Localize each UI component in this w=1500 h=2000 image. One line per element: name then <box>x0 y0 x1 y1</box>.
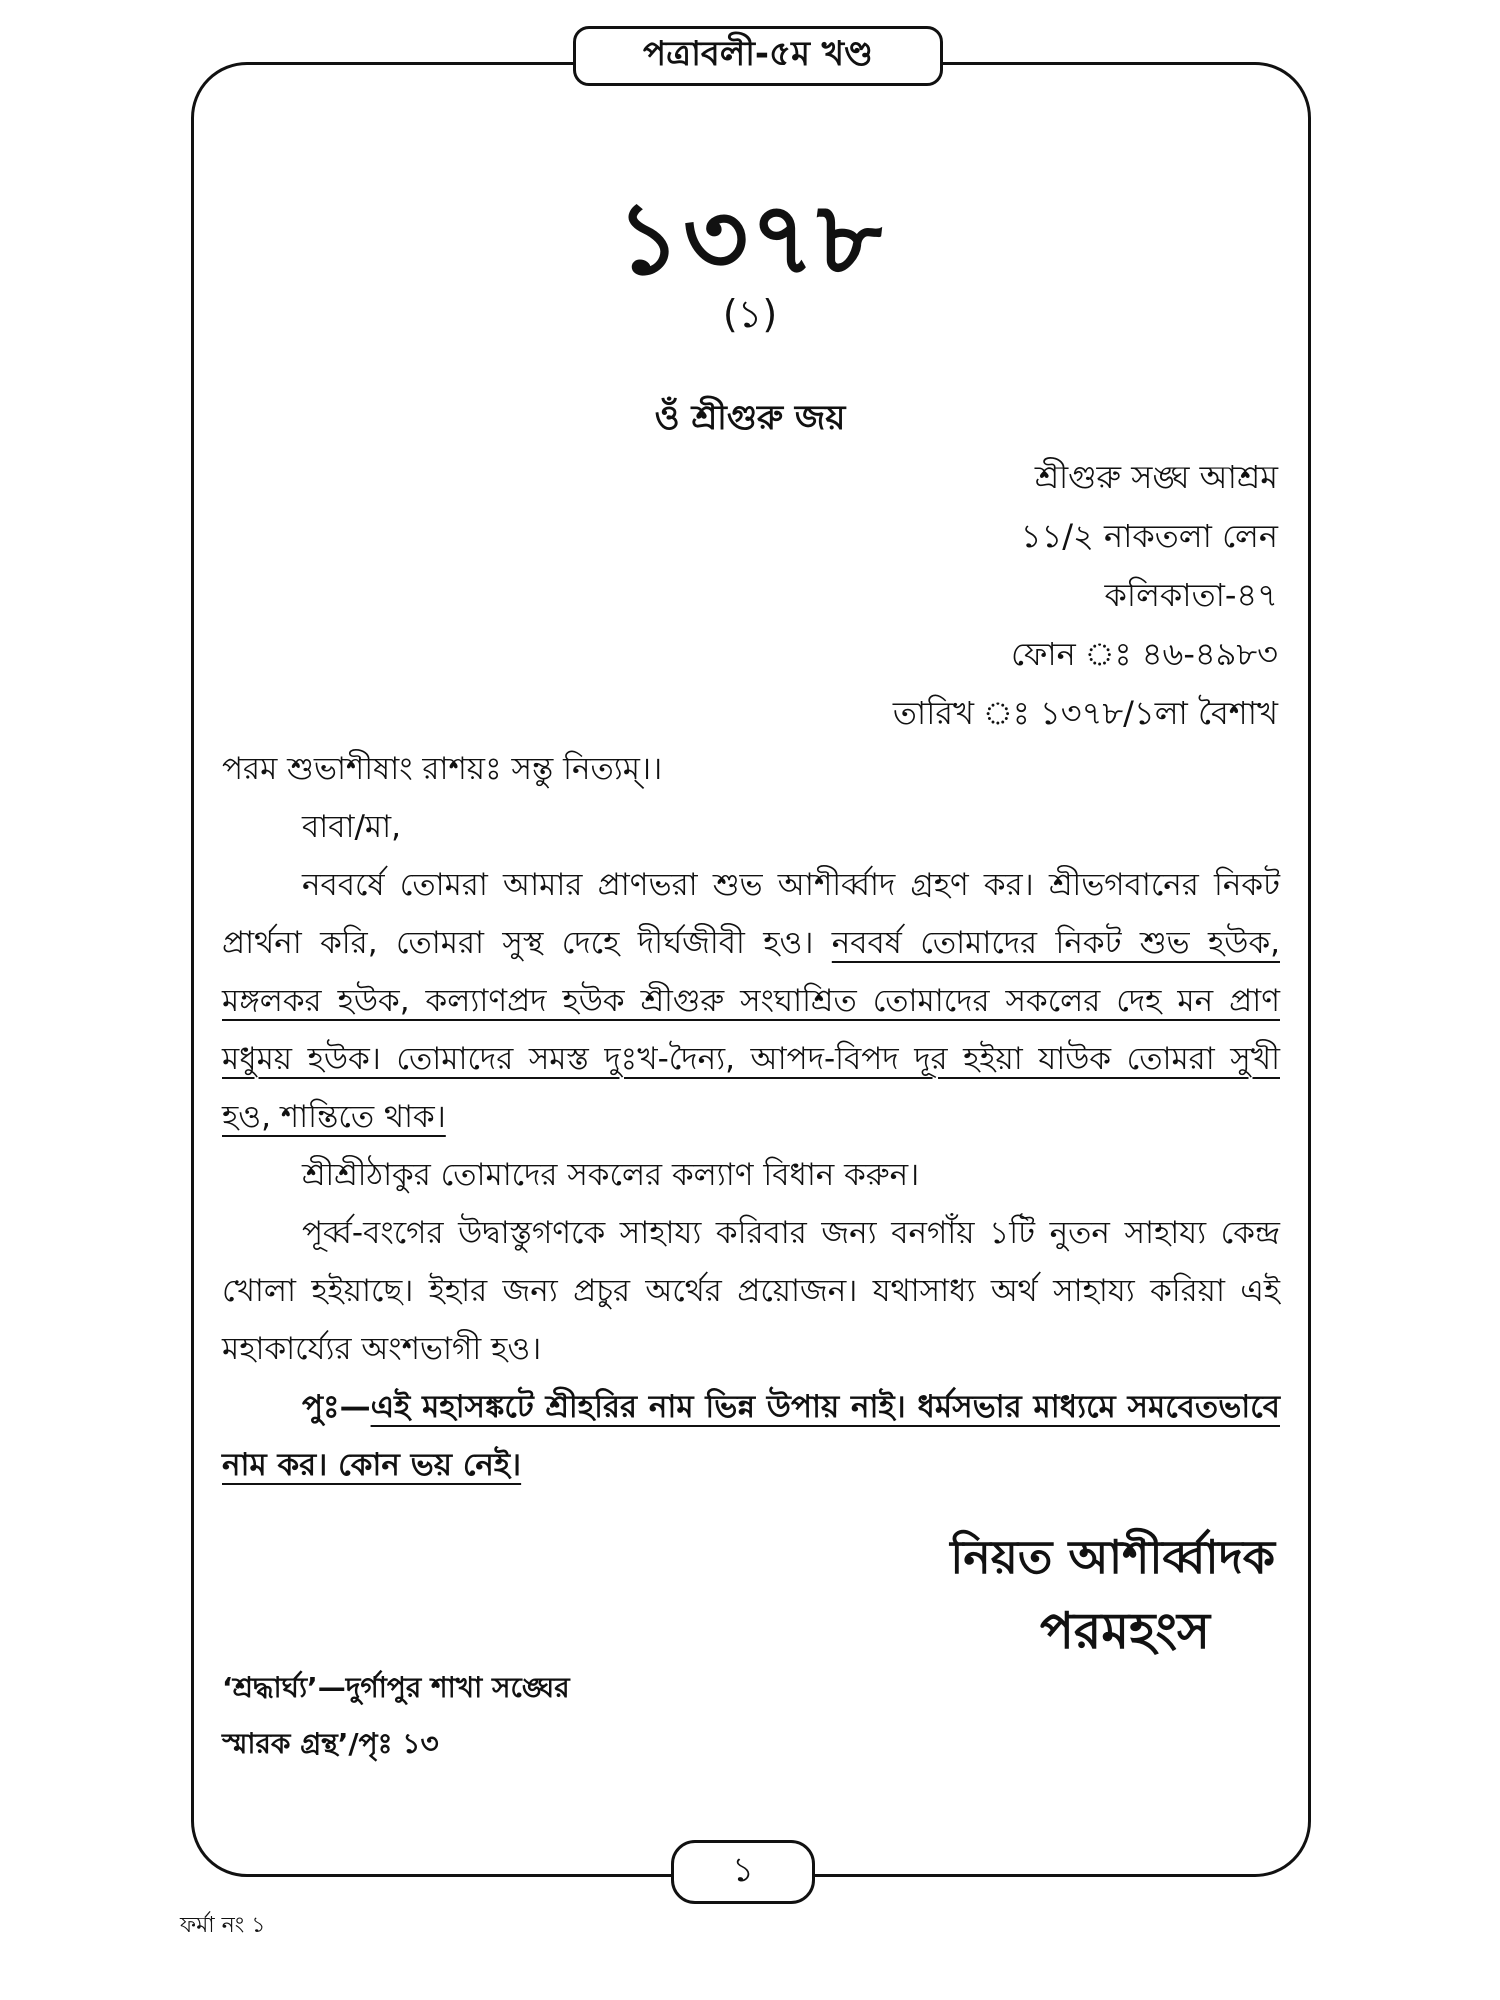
page-number: ১ <box>731 1849 755 1890</box>
paragraph-thakur: শ্রীশ্রীঠাকুর তোমাদের সকলের কল্যাণ বিধান করুন। <box>302 1157 920 1193</box>
signature-block <box>950 1520 1275 1668</box>
paragraph-relief-centre: পূর্ব্ব-বংগের উদ্বাস্তুগণকে সাহায্য করিবার জন্য বনগাঁয় ১টি নুতন সাহায্য কেন্দ্র খোলা হইয়াছে। ইহার জন্য প্রচুর অর্থের প্রয়োজন। যথাসাধ্য অর্থ সাহায্য করিয়া এই মহাকার্য্যের অংশভাগী হও। <box>222 1215 1280 1367</box>
salutation: পরম শুভাশীষাং রাশয়ঃ সন্তু নিত্যম্।। <box>222 751 663 787</box>
postscript <box>222 1378 1280 1494</box>
source-line-2: স্মারক গ্রন্থ’/পৃঃ ১৩ <box>222 1727 439 1760</box>
sender-address-block <box>893 448 1278 743</box>
paragraph-blessing-plain: নববর্ষে তোমরা আমার প্রাণভরা শুভ আশীর্ব্বাদ গ্রহণ কর। শ্রীভগবানের নিকট প্রার্থনা করি, তোমরা সুস্থ দেহে দীর্ঘজীবী হও। <box>222 867 1280 961</box>
page-number-tab <box>671 1840 815 1904</box>
invocation-line: ওঁ শ্রীগুরু জয় <box>654 398 846 438</box>
source-citation <box>222 1660 570 1772</box>
source-line-1: ‘শ্রদ্ধার্ঘ্য’—দুর্গাপুর শাখা সঙ্ঘের <box>222 1671 570 1704</box>
letter-body <box>222 740 1280 1494</box>
paragraph-blessing <box>222 856 1280 1146</box>
signature-name: পরমহংস <box>1039 1602 1210 1660</box>
postscript-text: এই মহাসঙ্কটে শ্রীহরির নাম ভিন্ন উপায় নাই। ধর্মসভার মাধ্যমে সমবেতভাবে নাম কর। কোন ভয় নেই। <box>222 1389 1280 1483</box>
letter-date: তারিখ ঃ ১৩৭৮/১লা বৈশাখ <box>892 694 1278 732</box>
book-title: পত্রাবলী-৫ম খণ্ড <box>643 33 873 74</box>
signature-closing: নিয়ত আশীর্ব্বাদক <box>950 1530 1275 1584</box>
postscript-prefix: পুঃ— <box>302 1389 371 1425</box>
address-line-ashram: শ্রীগুরু সঙ্ঘ আশ্রম <box>1034 458 1278 496</box>
address-line-city: কলিকাতা-৪৭ <box>1104 576 1278 614</box>
address-phone: ফোন ঃ ৪৬-৪৯৮৩ <box>1010 635 1278 673</box>
address-line-street: ১১/২ নাকতলা লেন <box>1020 517 1278 555</box>
year-heading: ১৩৭৮ <box>616 180 884 297</box>
paragraph-blessing-underlined: নববর্ষ তোমাদের নিকট শুভ হউক, মঙ্গলকর হউক, কল্যাণপ্রদ হউক শ্রীগুরু সংঘাশ্রিত তোমাদের সকলের দেহ মন প্রাণ মধুময় হউক। তোমাদের সমস্ত দুঃখ-দৈন্য, আপদ-বিপদ দূর হইয়া যাউক তোমরা সুখী হও, শান্তিতে থাক। <box>222 925 1280 1135</box>
letter-number: (১) <box>722 292 778 336</box>
forma-number: ফর্মা নং ১ <box>180 1913 266 1938</box>
addressee: বাবা/মা, <box>302 809 401 845</box>
book-title-tab <box>573 26 943 86</box>
